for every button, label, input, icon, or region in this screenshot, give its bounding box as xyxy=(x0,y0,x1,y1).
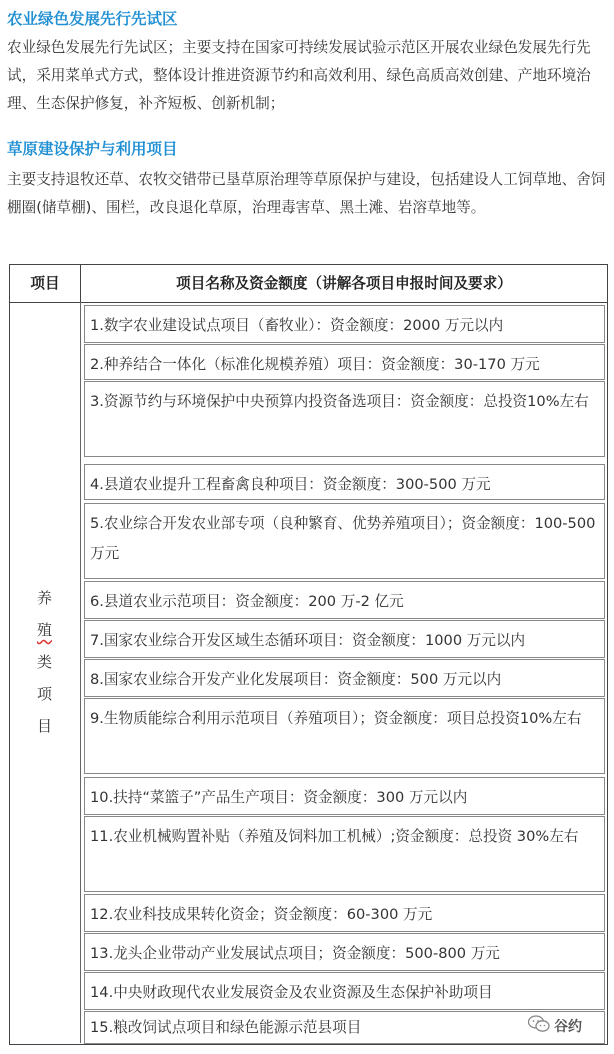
table-row-item-9 xyxy=(84,698,605,774)
table-row-item-8 xyxy=(84,659,605,697)
section-heading-green-development: 农业绿色发展先行先试区 xyxy=(7,10,178,28)
item-text: 13.龙头企业带动产业发展试点项目；资金额度：500-800 万元 xyxy=(90,945,500,962)
item-text: 3.资源节约与环境保护中央预算内投资备选项目：资金额度：总投资10%左右 xyxy=(90,393,589,410)
table-row-item-11 xyxy=(84,816,605,892)
table-row-item-6 xyxy=(84,581,605,619)
item-text: 11.农业机械购置补贴（养殖及饲料加工机械）;资金额度：总投资 30%左右 xyxy=(90,828,579,845)
item-text: 6.县道农业示范项目：资金额度：200 万-2 亿元 xyxy=(90,593,404,610)
table-row-item-10 xyxy=(84,777,605,815)
category-char: 目 xyxy=(36,717,52,735)
category-char: 养 xyxy=(36,589,52,607)
item-text: 9.生物质能综合利用示范项目（养殖项目）；资金额度：项目总投资10%左右 xyxy=(90,710,582,727)
item-text: 5.农业综合开发农业部专项（良种繁育、优势养殖项目）；资金额度：100-500 万元 xyxy=(90,515,596,562)
item-text: 1.数字农业建设试点项目（畜牧业）：资金额度：2000 万元以内 xyxy=(90,317,504,334)
item-text: 15.粮改饲试点项目和绿色能源示范县项目 xyxy=(90,1019,362,1036)
table-header-project: 项目 xyxy=(30,275,60,292)
table-row-item-14 xyxy=(84,972,605,1010)
table-row-item-1 xyxy=(84,305,605,343)
item-text: 8.国家农业综合开发产业化发展项目：资金额度：500 万元以内 xyxy=(90,671,502,688)
section-heading-grassland: 草原建设保护与利用项目 xyxy=(7,140,178,158)
table-header-row xyxy=(10,265,607,303)
section-paragraph-grassland: 主要支持退牧还草、农牧交错带已垦草原治理等草原保护与建设，包括建设人工饲草地、舍饲棚圈(储草棚)、围栏，改良退化草原，治理毒害草、黑土滩、岩溶草地等。 xyxy=(7,171,606,216)
section-paragraph-green-development: 农业绿色发展先行先试区；主要支持在国家可持续发展试验示范区开展农业绿色发展先行先试，采用菜单式方式，整体设计推进资源节约和高效利用、绿色高质高效创建、产地环境治理、生态保护修复，补齐短板、创新机制； xyxy=(7,39,591,112)
item-text: 2.种养结合一体化（标准化规模养殖）项目：资金额度：30-170 万元 xyxy=(90,356,540,373)
watermark-logo xyxy=(528,1012,608,1040)
column-divider xyxy=(80,302,81,1043)
item-text: 4.县道农业提升工程畜禽良种项目：资金额度：300-500 万元 xyxy=(90,476,491,493)
item-text: 10.扶持“菜篮子”产品生产项目：资金额度：300 万元以内 xyxy=(90,789,468,806)
table-row-item-7 xyxy=(84,620,605,658)
category-char: 殖 xyxy=(36,621,52,639)
table-row-item-4 xyxy=(84,464,605,500)
item-text: 12.农业科技成果转化资金；资金额度：60-300 万元 xyxy=(90,906,433,923)
category-label-breeding xyxy=(9,582,80,742)
category-char: 项 xyxy=(36,685,52,703)
table-row-item-13 xyxy=(84,933,605,971)
wechat-icon xyxy=(528,1015,550,1037)
table-row-item-3 xyxy=(84,381,605,457)
table-row-item-5 xyxy=(84,503,605,579)
table-row-item-15 xyxy=(84,1011,605,1044)
category-char: 类 xyxy=(36,653,52,671)
item-text: 7.国家农业综合开发区域生态循环项目：资金额度：1000 万元以内 xyxy=(90,632,526,649)
table-row-item-12 xyxy=(84,894,605,932)
watermark-name: 谷约 xyxy=(554,1019,582,1035)
table-row-item-2 xyxy=(84,344,605,380)
table-header-name-amount: 项目名称及资金额度（讲解各项目申报时间及要求） xyxy=(176,275,512,292)
item-text: 14.中央财政现代农业发展资金及农业资源及生态保护补助项目 xyxy=(90,984,493,1001)
